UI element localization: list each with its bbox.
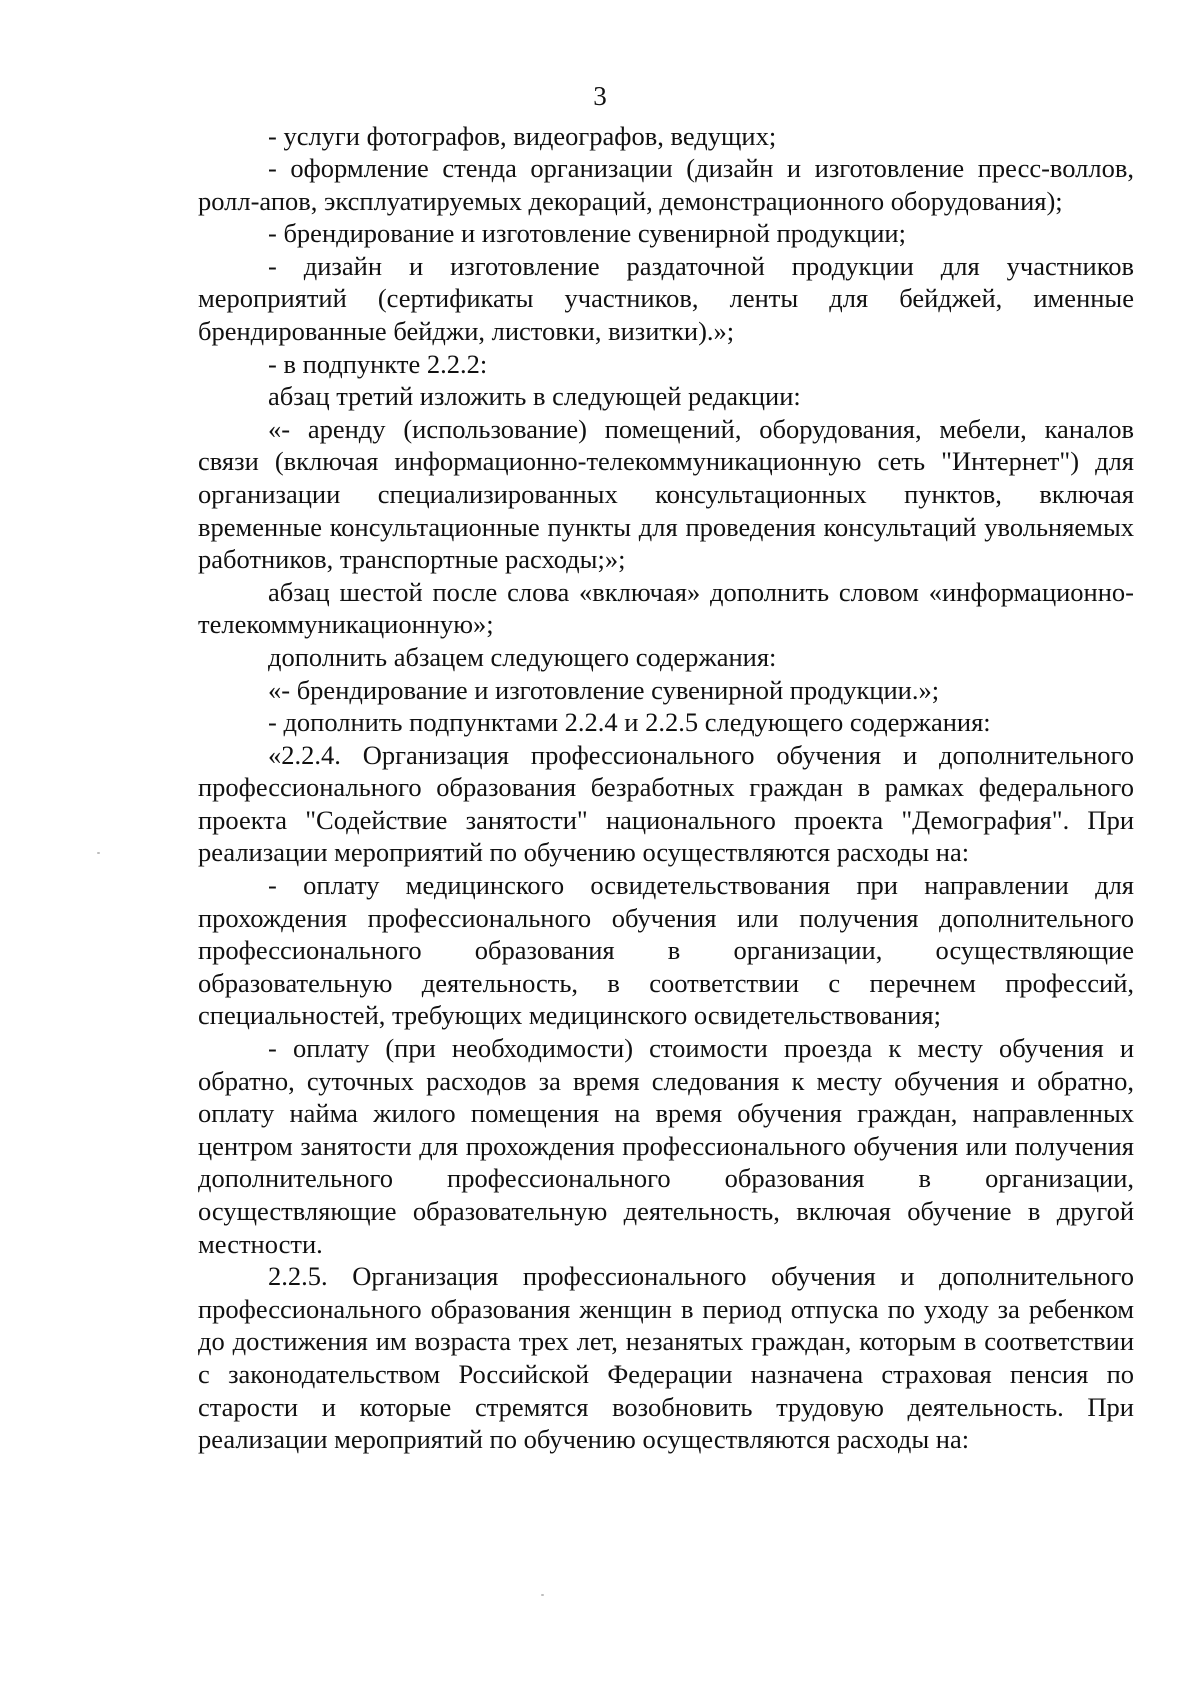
amendment-branding-text: «- брендирование и изготовление сувенирной продукции.»; <box>268 674 940 705</box>
amendment-paragraph-six: абзац шестой после слова «включая» дополнить словом «информационно-телекоммуникационную»; <box>198 576 1134 640</box>
subpoint-2-2-5: 2.2.5. Организация профессионального обучения и дополнительного профессионального образования женщин в период отпуска по уходу за ребенком до достижения им возраста трех лет, незанятых граждан, которым в соответствии с законодательством Российской Федерации назначена страховая пенсия по старости и которые стремятся возобновить трудовую деятельность. При реализации мероприятий по обучению осуществляются расходы на: <box>198 1261 1134 1455</box>
list-item-medical-exam: - оплату медицинского освидетельствования при направлении для прохождения профессионального обучения или получения дополнительного профессионального образования в организации, осуществляющие образовательную деятельность, в соответствии с перечнем профессий, специальностей, требующих медицинского освидетельствования; <box>198 870 1134 1031</box>
amendment-rent-text: «- аренду (использование) помещений, оборудования, мебели, каналов связи (включая информационно-телекоммуникационную сеть "Интернет") для организации специализированных консультационных пунктов, включая временные консультационные пункты для проведения консультаций увольняемых работников, транспортные расходы;»; <box>198 413 1134 575</box>
document-body <box>198 120 1134 1456</box>
list-item-photographers: - услуги фотографов, видеографов, ведущих; <box>268 121 777 151</box>
scan-artifact <box>541 1594 544 1596</box>
amendment-subpoint-2-2-2: - в подпункте 2.2.2: <box>268 348 488 379</box>
page-number: 3 <box>593 81 607 111</box>
amendment-add-subpoints: - дополнить подпунктами 2.2.4 и 2.2.5 следующего содержания: <box>268 707 991 738</box>
subpoint-2-2-4: «2.2.4. Организация профессионального обучения и дополнительного профессионального образования безработных граждан в рамках федерального проекта "Содействие занятости" национального проекта "Демография". При реализации мероприятий по обучению осуществляются расходы на: <box>198 739 1134 868</box>
list-item-handout-design: - дизайн и изготовление раздаточной продукции для участников мероприятий (сертификаты участников, ленты для бейджей, именные брендированные бейджи, листовки, визитки).»; <box>198 250 1134 346</box>
amendment-add-paragraph: дополнить абзацем следующего содержания: <box>268 641 777 672</box>
amendment-paragraph-three: абзац третий изложить в следующей редакции: <box>268 381 801 412</box>
scan-artifact <box>97 852 100 854</box>
list-item-travel-costs: - оплату (при необходимости) стоимости проезда к месту обучения и обратно, суточных расходов за время следования к месту обучения и обратно, оплату найма жилого помещения на время обучения граждан, направленных центром занятости для прохождения профессионального обучения или получения дополнительного профессионального образования в организации, осуществляющие образовательную деятельность, включая обучение в другой местности. <box>198 1033 1134 1259</box>
list-item-branding: - брендирование и изготовление сувенирной продукции; <box>268 218 906 249</box>
list-item-stand-design: - оформление стенда организации (дизайн и изготовление пресс-воллов, ролл-апов, эксплуатируемых декораций, демонстрационного оборудования); <box>198 153 1134 216</box>
